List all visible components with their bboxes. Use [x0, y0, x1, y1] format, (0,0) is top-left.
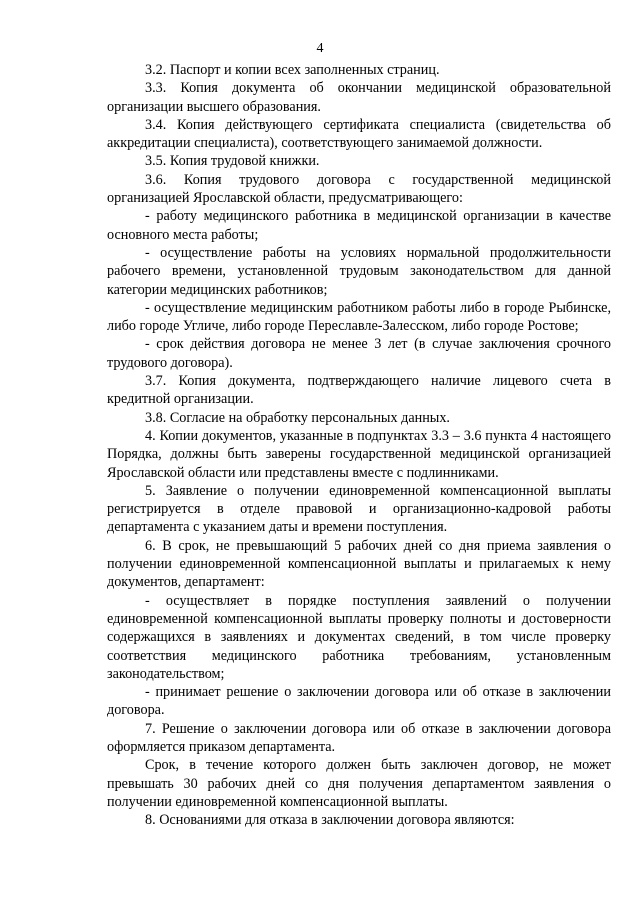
paragraph-3-5: 3.5. Копия трудовой книжки.	[145, 153, 320, 170]
paragraph-5: 5. Заявление о получении единовременной компенсационной выплаты регистрируется в отделе правовой и организационно-кадровой работы департамента с указанием даты и времени поступления.	[107, 482, 611, 536]
list-item-working-hours: - осуществление работы на условиях нормальной продолжительности рабочего времени, установленной трудовым законодательством для данной категории медицинских работников;	[107, 244, 611, 298]
list-item-decision: - принимает решение о заключении договора или об отказе в заключении договора.	[107, 684, 611, 719]
paragraph-3-7: 3.7. Копия документа, подтверждающего наличие лицевого счета в кредитной организации.	[107, 373, 611, 408]
page-number: 4	[316, 41, 324, 56]
paragraph-3-8: 3.8. Согласие на обработку персональных данных.	[145, 409, 450, 426]
paragraph-contract-deadline: Срок, в течение которого должен быть заключен договор, не может превышать 30 рабочих дней со дня получения департаментом заявления о получении единовременной компенсационной выплаты.	[107, 757, 611, 810]
list-item-main-workplace: - работу медицинского работника в медицинской организации в качестве основного места работы;	[107, 208, 611, 243]
paragraph-3-4: 3.4. Копия действующего сертификата специалиста (свидетельства об аккредитации специалиста), соответствующего занимаемой должности.	[107, 116, 611, 152]
list-item-verification: - осуществляет в порядке поступления заявлений о получении единовременной компенсационной выплаты проверку полноты и достоверности содержащихся в заявлениях и документах сведений, в том числе проверку соответствия медицинского работника требованиям, установленным законодательством;	[107, 592, 611, 682]
document-body	[107, 61, 611, 829]
paragraph-3-3: 3.3. Копия документа об окончании медицинской образовательной организации высшего образования.	[107, 80, 611, 115]
paragraph-8: 8. Основаниями для отказа в заключении договора являются:	[145, 812, 515, 829]
paragraph-4: 4. Копии документов, указанные в подпунктах 3.3 – 3.6 пункта 4 настоящего Порядка, должны быть заверены государственной медицинской организацией Ярославской области или представлены вместе с подлинниками.	[107, 427, 611, 481]
list-item-contract-term: - срок действия договора не менее 3 лет (в случае заключения срочного трудового договора).	[107, 336, 611, 371]
paragraph-3-2: 3.2. Паспорт и копии всех заполненных страниц.	[145, 62, 440, 78]
paragraph-7: 7. Решение о заключении договора или об отказе в заключении договора оформляется приказом департамента.	[107, 720, 611, 755]
list-item-work-location: - осуществление медицинским работником работы либо в городе Рыбинске, либо городе Угличе, либо городе Переславле-Залесском, либо городе Ростове;	[107, 299, 611, 335]
paragraph-3-6: 3.6. Копия трудового договора с государственной медицинской организацией Ярославской области, предусматривающего:	[107, 171, 611, 207]
paragraph-6: 6. В срок, не превышающий 5 рабочих дней со дня приема заявления о получении единовременной компенсационной выплаты и прилагаемых к нему документов, департамент:	[107, 537, 611, 591]
